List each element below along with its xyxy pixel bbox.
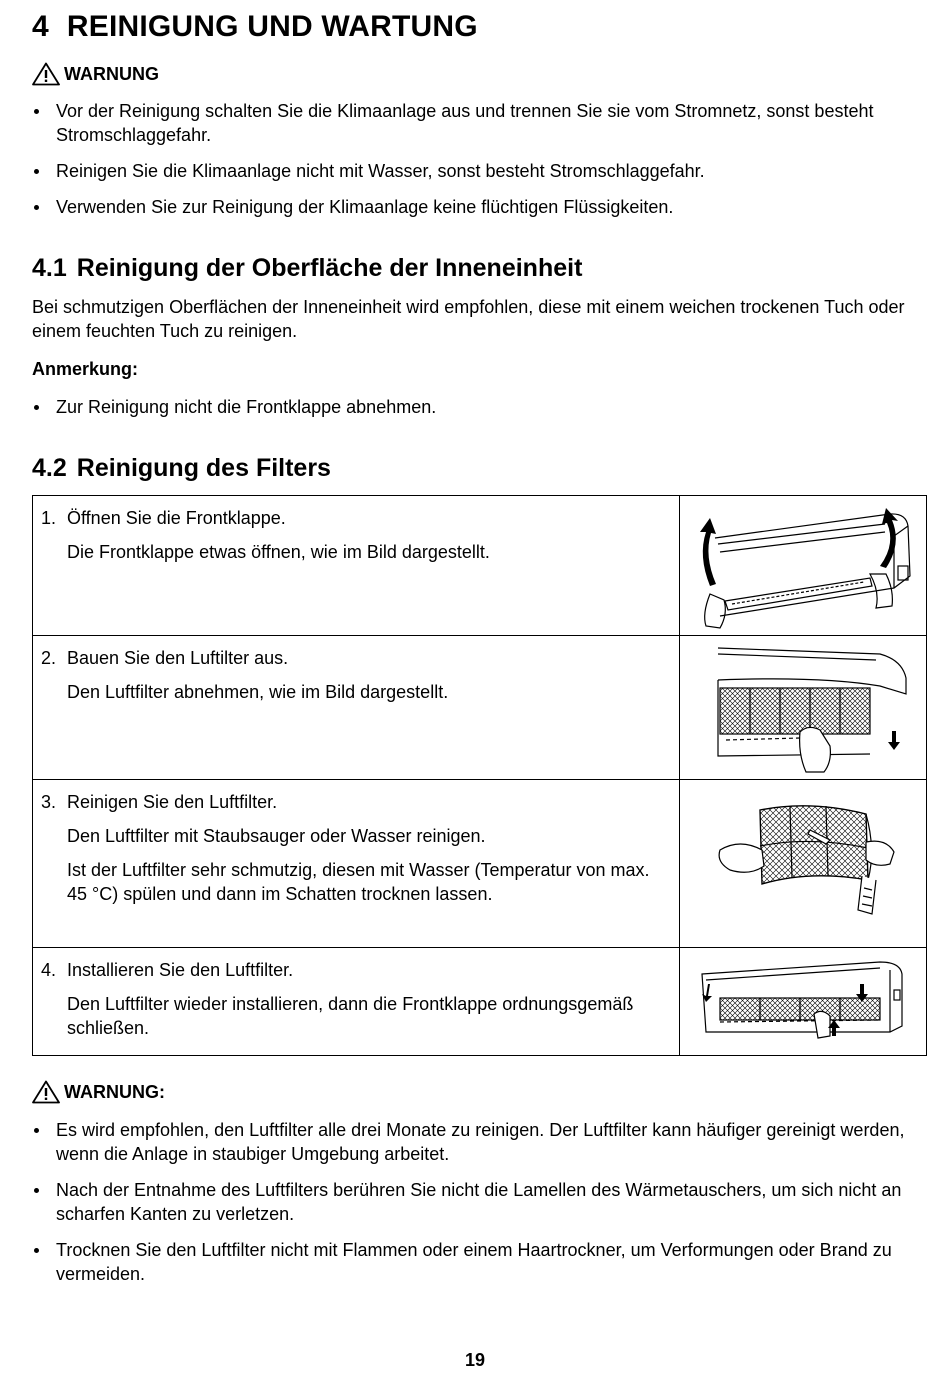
warning-label-1: WARNUNG	[64, 63, 159, 84]
section-4-2-heading	[32, 454, 331, 483]
chapter-title	[32, 10, 478, 44]
chapter-number: 4	[32, 10, 49, 43]
filter-steps-table	[32, 495, 927, 1056]
warning-item: Reinigen Sie die Klimaanlage nicht mit Wasser, sonst besteht Stromschlaggefahr.	[32, 159, 906, 183]
section-4-1-heading	[32, 254, 582, 283]
warning-item: Trocknen Sie den Luftfilter nicht mit Flammen oder einem Haartrockner, um Verformungen oder Brand zu vermeiden.	[32, 1238, 906, 1286]
step-row-2	[33, 636, 927, 780]
section-number: 4.1	[32, 254, 67, 282]
step-row-4	[33, 948, 927, 1056]
step-number: 3.	[41, 792, 57, 812]
step-number: 2.	[41, 648, 57, 668]
step-title-text: Reinigen Sie den Luftfilter.	[67, 792, 278, 812]
warning-list-2	[32, 1118, 906, 1298]
step-detail: Die Frontklappe etwas öffnen, wie im Bild dargestellt.	[67, 542, 490, 562]
step-detail: Den Luftfilter abnehmen, wie im Bild dargestellt.	[67, 682, 449, 702]
step-text-cell	[33, 780, 680, 948]
warning-label-2: WARNUNG:	[64, 1081, 165, 1102]
warning-heading-2	[32, 1080, 165, 1104]
section-title: Reinigung des Filters	[76, 454, 331, 482]
warning-heading-1	[32, 62, 159, 86]
section-4-1-body: Bei schmutzigen Oberflächen der Inneneinheit wird empfohlen, diese mit einem weichen trockenen Tuch oder einem feuchten Tuch zu reinigen.	[32, 297, 905, 341]
remove-filter-illustration	[680, 636, 926, 779]
step-image-cell	[680, 496, 927, 636]
step-title-text: Installieren Sie den Luftfilter.	[67, 960, 294, 980]
chapter-title-text: REINIGUNG UND WARTUNG	[66, 10, 478, 43]
step-number: 4.	[41, 960, 57, 980]
note-list	[32, 395, 906, 431]
warning-triangle-icon	[32, 1080, 60, 1104]
step-number: 1.	[41, 508, 57, 528]
note-item: Zur Reinigung nicht die Frontklappe abnehmen.	[32, 395, 906, 419]
note-label: Anmerkung:	[32, 359, 139, 379]
step-detail: Den Luftfilter wieder installieren, dann die Frontklappe ordnungsgemäß schließen.	[67, 994, 634, 1038]
step-text-cell	[33, 496, 680, 636]
open-front-panel-illustration	[680, 496, 926, 635]
step-title	[41, 790, 667, 814]
step-title-text: Bauen Sie den Luftilter aus.	[67, 648, 289, 668]
step-text-cell	[33, 948, 680, 1056]
step-detail: Den Luftfilter mit Staubsauger oder Wasser reinigen.	[67, 826, 486, 846]
warning-item: Vor der Reinigung schalten Sie die Klimaanlage aus und trennen Sie sie vom Stromnetz, sonst besteht Stromschlaggefahr.	[32, 99, 906, 147]
section-title: Reinigung der Oberfläche der Inneneinheit	[76, 254, 583, 282]
warning-list-1	[32, 99, 906, 231]
step-image-cell	[680, 780, 927, 948]
warning-triangle-icon	[32, 62, 60, 86]
step-row-1	[33, 496, 927, 636]
step-title	[41, 646, 667, 670]
step-row-3	[33, 780, 927, 948]
step-title	[41, 958, 667, 982]
step-image-cell	[680, 636, 927, 780]
page-number: 19	[464, 1350, 486, 1370]
install-filter-illustration	[680, 948, 926, 1055]
step-title-text: Öffnen Sie die Frontklappe.	[67, 508, 286, 528]
warning-item: Nach der Entnahme des Luftfilters berühren Sie nicht die Lamellen des Wärmetauschers, um sich nicht an scharfen Kanten zu verletzen.	[32, 1178, 906, 1226]
step-title	[41, 506, 667, 530]
step-text-cell	[33, 636, 680, 780]
section-number: 4.2	[32, 454, 67, 482]
clean-filter-illustration	[680, 780, 926, 947]
step-detail: Ist der Luftfilter sehr schmutzig, diesen mit Wasser (Temperatur von max. 45 °C) spülen und dann im Schatten trocknen lassen.	[67, 860, 650, 904]
step-image-cell	[680, 948, 927, 1056]
warning-item: Es wird empfohlen, den Luftfilter alle drei Monate zu reinigen. Der Luftfilter kann häufiger gereinigt werden, wenn die Anlage in staubiger Umgebung arbeitet.	[32, 1118, 906, 1166]
warning-item: Verwenden Sie zur Reinigung der Klimaanlage keine flüchtigen Flüssigkeiten.	[32, 195, 906, 219]
